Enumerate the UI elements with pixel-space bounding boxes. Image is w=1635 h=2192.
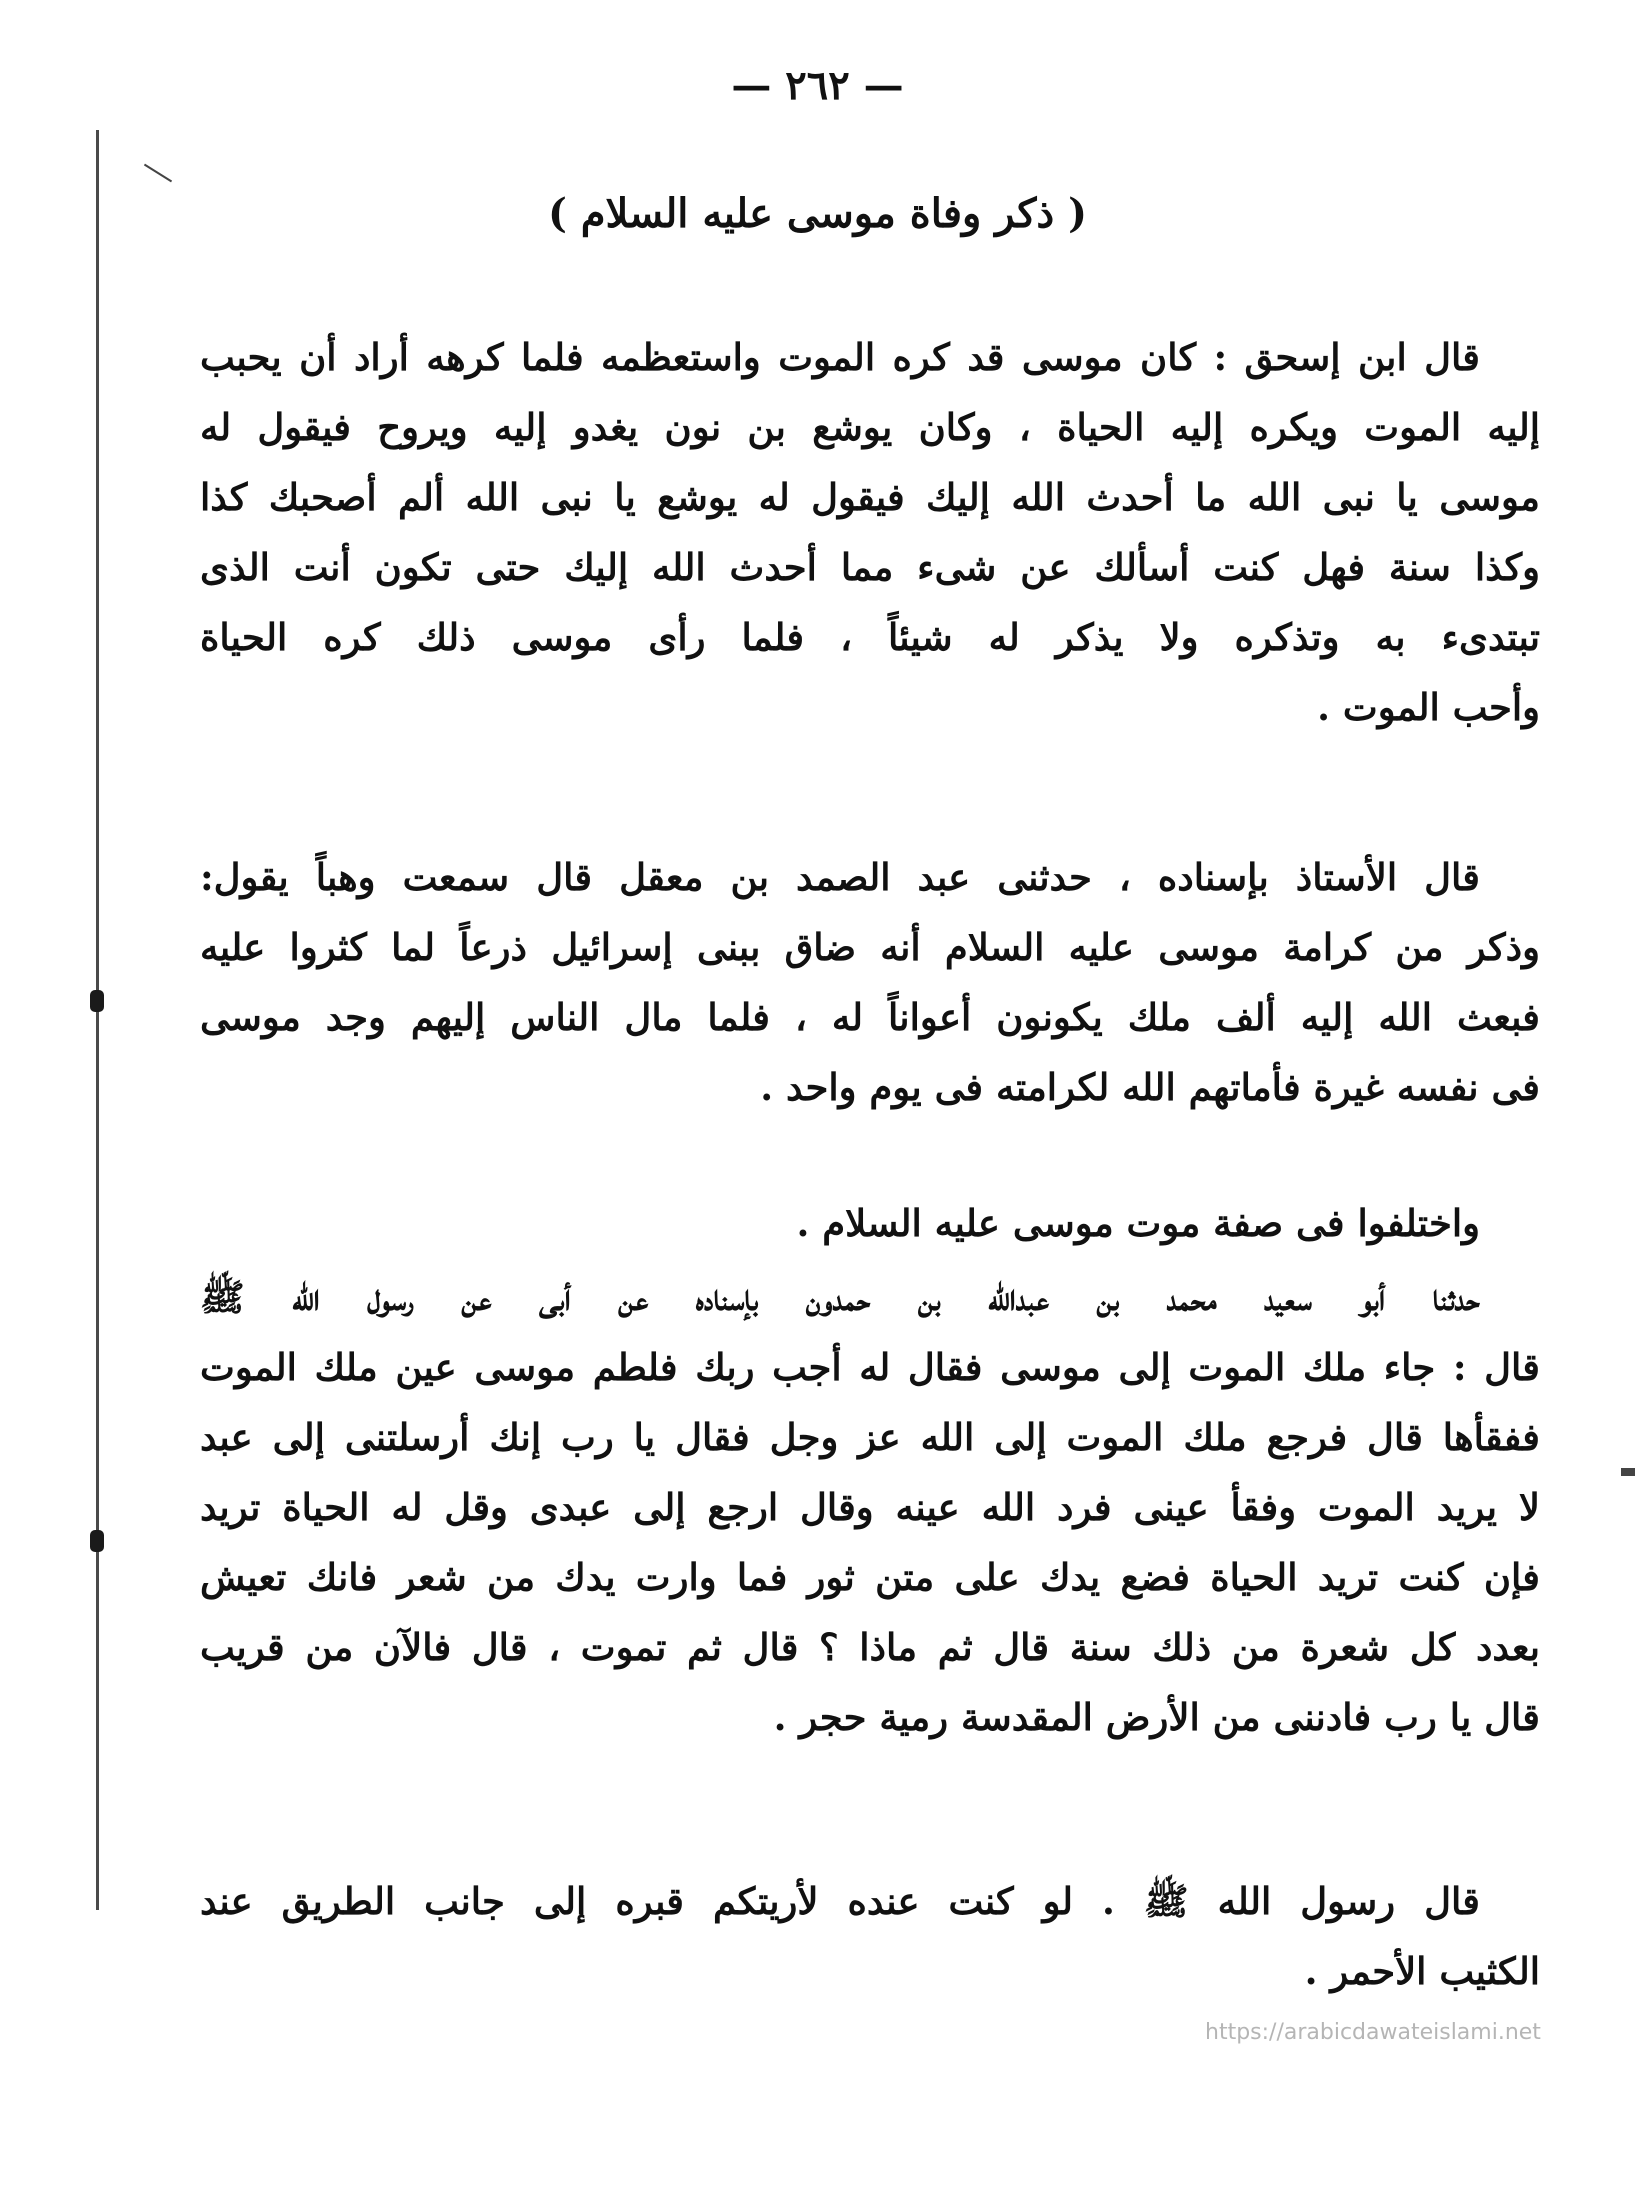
text-line: فبعث الله إليه ألف ملك يكونون أعواناً له ، فلما مال الناس إليهم وجد موسى [200,995,1540,1039]
paragraph-1 [200,322,1540,742]
text-line: موسى يا نبى الله ما أحدث الله إليك فيقول له يوشع يا نبى الله ألم أصحبك كذا [200,475,1540,519]
text-line: إليه الموت ويكره إليه الحياة ، وكان يوشع بن نون يغدو إليه ويروح فيقول له [200,405,1540,449]
page-number: — ٢٦٢ — [731,62,904,109]
text-line: تبتدىء به وتذكره ولا يذكر له شيئاً ، فلما رأى موسى ذلك كره الحياة [200,615,1540,659]
margin-ink-mark [90,990,104,1012]
text-line: فإن كنت تريد الحياة فضع يدك على متن ثور فما وارت يدك من شعر فانك تعيش [200,1555,1540,1599]
paragraph-3 [200,1188,1540,1258]
text-line: فى نفسه غيرة فأماتهم الله لكرامته فى يوم واحد . [760,1065,1540,1109]
text-line: وأحب الموت . [1317,685,1540,729]
text-line: قال ابن إسحق : كان موسى قد كره الموت واستعظمه فلما كرهه أراد أن يحبب [200,335,1480,379]
margin-tick-mark [144,164,172,183]
edge-ink-mark [1621,1468,1635,1476]
text-line: حدثنا أبو سعيد محمد بن عبدالله بن حمدون بإسناده عن أبى عن رسول الله ﷺ [200,1275,1480,1319]
watermark-url: https://arabicdawateislami.net [1205,2020,1541,2045]
text-line: وكذا سنة فهل كنت أسألك عن شىء مما أحدث الله إليك حتى تكون أنت الذى [200,545,1540,589]
text-line: قال يا رب فادننى من الأرض المقدسة رمية حجر . [773,1695,1540,1739]
margin-ink-mark [90,1530,104,1552]
text-line: لا يريد الموت وفقأ عينى فرد الله عينه وقال ارجع إلى عبدى وقل له الحياة تريد [200,1485,1540,1529]
text-line: قال : جاء ملك الموت إلى موسى فقال له أجب ربك فلطم موسى عين ملك الموت [200,1345,1540,1389]
binding-margin-line [96,130,99,1910]
paragraph-5 [200,1866,1540,2006]
paragraph-4 [200,1262,1540,1752]
chapter-title: ( ذكر وفاة موسى عليه السلام ) [547,190,1088,237]
text-line: بعدد كل شعرة من ذلك سنة قال ثم ماذا ؟ قال ثم تموت ، قال فالآن من قريب [200,1625,1540,1669]
text-line: قال الأستاذ بإسناده ، حدثنى عبد الصمد بن معقل قال سمعت وهباً يقول: [200,855,1480,899]
text-line: ففقأها قال فرجع ملك الموت إلى الله عز وجل فقال يا رب إنك أرسلتنى إلى عبد [200,1415,1540,1459]
text-line: الكثيب الأحمر . [1304,1949,1540,1993]
paragraph-2 [200,842,1540,1122]
text-line: وذكر من كرامة موسى عليه السلام أنه ضاق ببنى إسرائيل ذرعاً لما كثروا عليه [200,925,1540,969]
text-line: واختلفوا فى صفة موت موسى عليه السلام . [796,1201,1480,1245]
text-line: قال رسول الله ﷺ . لو كنت عنده لأريتكم قبره إلى جانب الطريق عند [200,1879,1480,1923]
